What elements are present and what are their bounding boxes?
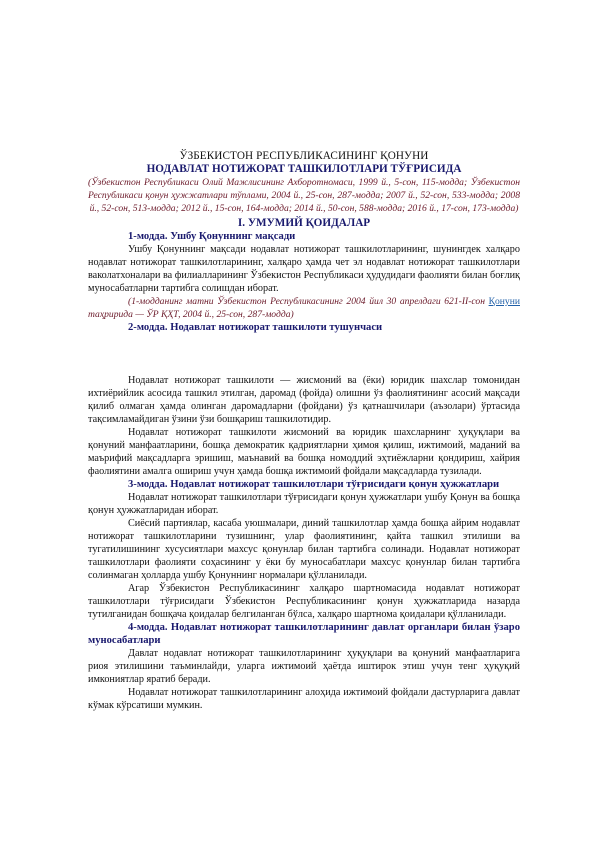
article-3-paragraph-2: Сиёсий партиялар, касаба уюшмалари, диний ташкилотлар ҳамда бошқа айрим нодавлат нотижорат ташкилотларини тузишнинг, улар фаолиятининг, қайта ташкил этилиши ва тугатилишининг хусусиятлари махсус қонунлар билан тартибга солинади. Нодавлат нотижорат ташкилотлари фаолияти соҳасининг у ёки бу муносабатлари махсус қонунлар билан тартибга солинмаган ҳолларда ушбу Қонуннинг нормалари қўлланилади. xyxy=(88,518,520,581)
article-4-paragraph-1: Давлат нодавлат нотижорат ташкилотларининг ҳуқуқлари ва қонуний манфаатларига риоя этилишини таъминлайди, уларга ижтимоий ҳаётда иштирок этиш учун тенг ҳуқуқий имкониятлар яратиб беради. xyxy=(88,648,520,685)
document-page xyxy=(88,150,520,712)
article-3-paragraph-1: Нодавлат нотижорат ташкилотлари тўғрисидаги қонун ҳужжатлари ушбу Қонун ва бошқа қонун ҳужжатларидан иборат. xyxy=(88,492,520,516)
article-1-title: 1-модда. Ушбу Қонуннинг мақсади xyxy=(128,231,296,242)
article-3-title: 3-модда. Нодавлат нотижорат ташкилотлари тўғрисидаги қонун ҳужжатлари xyxy=(128,479,500,490)
law-title-subject: НОДАВЛАТ НОТИЖОРАТ ТАШКИЛОТЛАРИ ТЎҒРИСИДА xyxy=(146,163,462,175)
article-2-paragraph-2: Нодавлат нотижорат ташкилоти жисмоний ва юридик шахсларнинг ҳуқуқлари ва қонуний манфаатларини, бошқа демократик қадриятларни ҳимоя қилиш, ижтимоий, маданий ва маърифий мақсадларга эришиш, маънавий ва бошқа номоддий эҳтиёжларни қондириш, хайрия фаолиятини амалга ошириш учун ҳамда бошқа ижтимоий фойдали мақсадларда тузилади. xyxy=(88,427,520,477)
article-2-title: 2-модда. Нодавлат нотижорат ташкилоти тушунчаси xyxy=(128,322,383,333)
law-title-country: ЎЗБЕКИСТОН РЕСПУБЛИКАСИНИНГ ҚОНУНИ xyxy=(179,150,429,162)
article-2-paragraph-1: Нодавлат нотижорат ташкилоти — жисмоний ва (ёки) юридик шахслар томонидан ихтиёрийлик асосида ташкил этилган, даромад (фойда) олишни ўз фаолиятининг асосий мақсади қилиб олмаган ҳамда олинган даромадларни (фойдани) ўз қатнашчилари (аъзолари) ўртасида тақсимламайдиган ўзини ўзи бошқариш ташкилотидир. xyxy=(88,375,520,425)
spacer xyxy=(88,334,520,374)
editions-note: (Ўзбекистон Республикаси Олий Мажлисининг Ахборотномаси, 1999 й., 5-сон, 115-модда; Ўзбекистон Республикаси қонун ҳужжатлари тўплами, 2004 й., 25-сон, 287-модда; 2007 й., 52-сон, 533-модда; 2008 й., 52-сон, 513-модда; 2012 й., 15-сон, 164-модда; 2014 й., 50-сон, 588-модда; 2016 й., 17-сон, 173-модда) xyxy=(88,177,520,214)
article-4-paragraph-2: Нодавлат нотижорат ташкилотларининг алоҳида ижтимоий фойдали дастурларига давлат кўмак кўрсатиши мумкин. xyxy=(88,687,520,711)
law-link[interactable]: Қонуни xyxy=(488,296,520,307)
article-3-paragraph-3: Агар Ўзбекистон Республикасининг халқаро шартномасида нодавлат нотижорат ташкилотлари тўғрисидаги Ўзбекистон Республикасининг қонун ҳужжатларида назарда тутилганидан бошқача қоидалар белгиланган бўлса, халқаро шартнома қоидалари қўлланилади. xyxy=(88,583,520,620)
article-4-title: 4-модда. Нодавлат нотижорат ташкилотларининг давлат органлари билан ўзаро муносабатлари xyxy=(88,622,520,646)
article-1-amendment-note xyxy=(88,295,520,321)
note-text-before: (1-модданинг матни Ўзбекистон Республикасининг 2004 йил 30 апрелдаги 621-II-сон xyxy=(128,296,489,307)
chapter-title: I. УМУМИЙ ҚОИДАЛАР xyxy=(237,217,371,229)
note-text-after: таҳририда — ЎР ҚҲТ, 2004 й., 25-сон, 287-модда) xyxy=(88,309,294,320)
article-1-paragraph: Ушбу Қонуннинг мақсади нодавлат нотижорат ташкилотларининг, шунингдек халқаро нодавлат нотижорат ташкилотларининг, халқаро ҳамда чет эл нодавлат нотижорат ташкилотлари ваколатхоналари ва филиалларининг Ўзбекистон Республикаси ҳудудидаги фаолияти билан боғлиқ муносабатларни тартибга солишдан иборат. xyxy=(88,244,520,294)
